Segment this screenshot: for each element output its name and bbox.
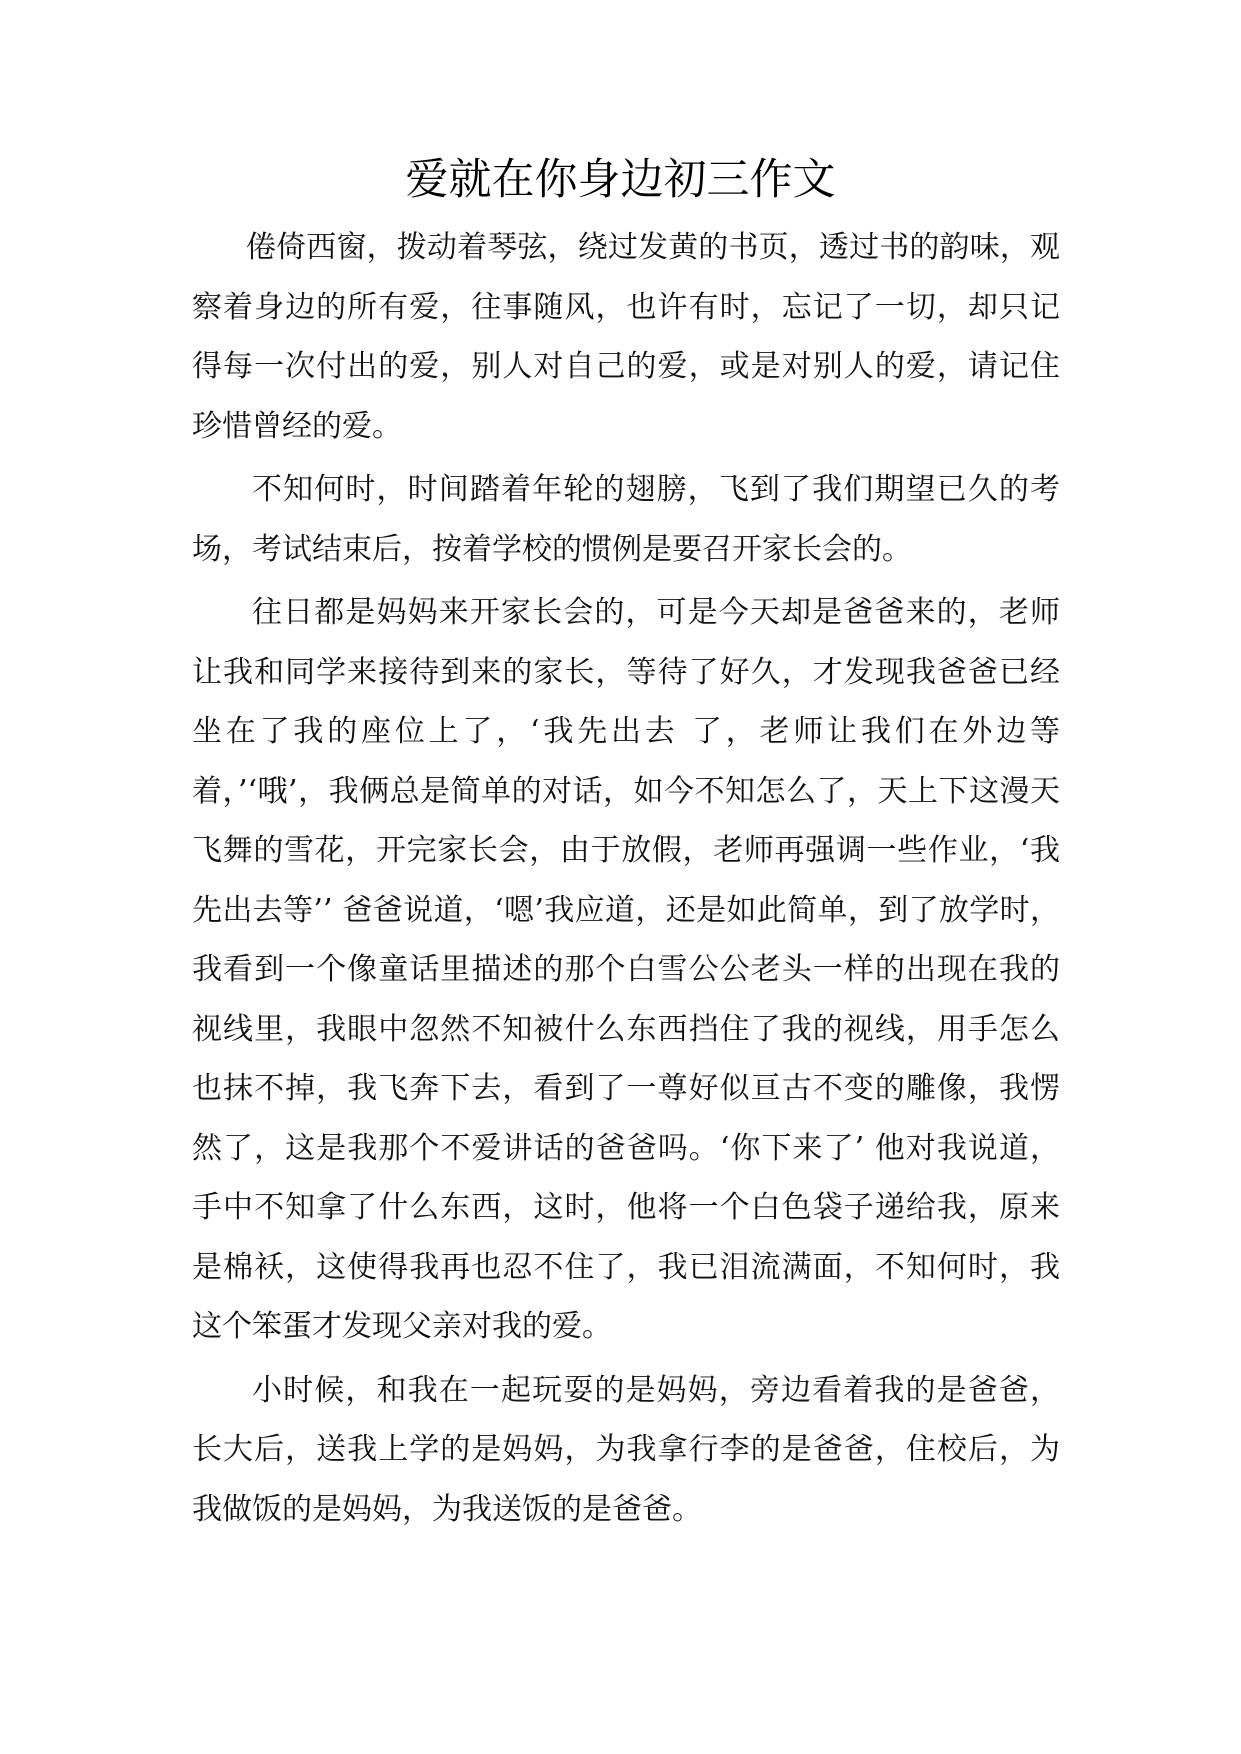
- paragraph: 小时候，和我在一起玩耍的是妈妈，旁边看着我的是爸爸，长大后，送我上学的是妈妈，为我拿行李的是爸爸，住校后，为我做饭的是妈妈，为我送饭的是爸爸。: [192, 1372, 1060, 1527]
- document-title: 爱就在你身边初三作文: [405, 155, 836, 205]
- paragraph: 倦倚西窗，拨动着琴弦，绕过发黄的书页，透过书的韵味，观察着身边的所有爱，往事随风，也许有时，忘记了一切，却只记得每一次付出的爱，别人对自己的爱，或是对别人的爱，请记住珍惜曾经的爱。: [192, 230, 1060, 444]
- document-body: [192, 218, 1060, 1539]
- paragraph: 往日都是妈妈来开家长会的，可是今天却是爸爸来的，老师让我和同学来接待到来的家长，等待了好久，才发现我爸爸已经坐在了我的座位上了，‘我先出去 了，老师让我们在外边等着，’‘哦’，我俩总是简单的对话，如今不知怎么了，天上下这漫天飞舞的雪花，开完家长会，由于放假，老师再强调一些作业，‘我先出去等’’ 爸爸说道，‘嗯’我应道，还是如此简单，到了放学时，我看到一个像童话里描述的那个白雪公公老头一样的出现在我的视线里，我眼中忽然不知被什么东西挡住了我的视线，用手怎么也抹不掉，我飞奔下去，看到了一尊好似亘古不变的雕像，我愣然了，这是我那个不爱讲话的爸爸吗。‘你下来了’ 他对我说道，手中不知拿了什么东西，这时，他将一个白色袋子递给我，原来是棉袄，这使得我再也忍不住了，我已泪流满面，不知何时，我这个笨蛋才发现父亲对我的爱。: [192, 595, 1060, 1344]
- paragraph: 不知何时，时间踏着年轮的翅膀，飞到了我们期望已久的考场，考试结束后，按着学校的惯例是要召开家长会的。: [192, 472, 1060, 567]
